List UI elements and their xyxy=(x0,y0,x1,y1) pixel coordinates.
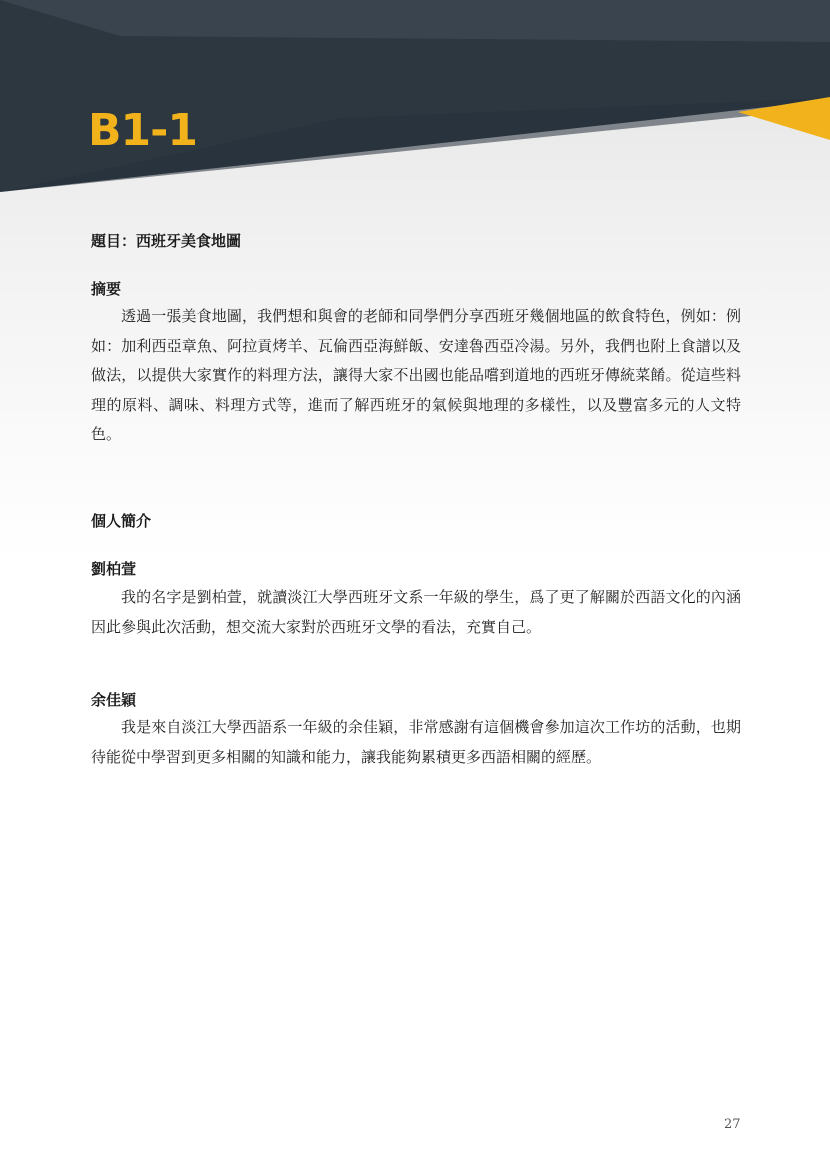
person-bio: 我是來自淡江大學西語系一年級的余佳穎，非常感謝有這個機會參加這次工作坊的活動，也期待能從中學習到更多相關的知識和能力，讓我能夠累積更多西語相關的經歷。 xyxy=(91,718,741,766)
abstract-paragraph: 透過一張美食地圖，我們想和與會的老師和同學們分享西班牙幾個地區的飲食特色，例如：例如：加利西亞章魚、阿拉貢烤羊、瓦倫西亞海鮮飯、安達魯西亞冷湯。另外，我們也附上食譜以及做法，以提供大家實作的料理方法，讓得大家不出國也能品嚐到道地的西班牙傳統菜餚。從這些料理的原料、調味、料理方式等，進而了解西班牙的氣候與地理的多樣性，以及豐富多元的人文特色。 xyxy=(91,307,741,443)
page-number: 27 xyxy=(724,1117,741,1132)
header-banner xyxy=(0,0,830,200)
abstract-heading: 摘要 xyxy=(91,280,122,298)
person-name: 余佳穎 xyxy=(91,691,137,709)
person-name: 劉柏萱 xyxy=(91,560,137,578)
profiles-heading: 個人簡介 xyxy=(91,512,152,530)
section-code: B1-1 xyxy=(88,105,198,156)
project-title: 題目：西班牙美食地圖 xyxy=(91,232,242,250)
header-light-facet xyxy=(0,0,830,42)
person-bio: 我的名字是劉柏萱，就讀淡江大學西班牙文系一年級的學生，爲了更了解關於西語文化的內涵因此參與此次活動，想交流大家對於西班牙文學的看法，充實自己。 xyxy=(91,588,741,636)
